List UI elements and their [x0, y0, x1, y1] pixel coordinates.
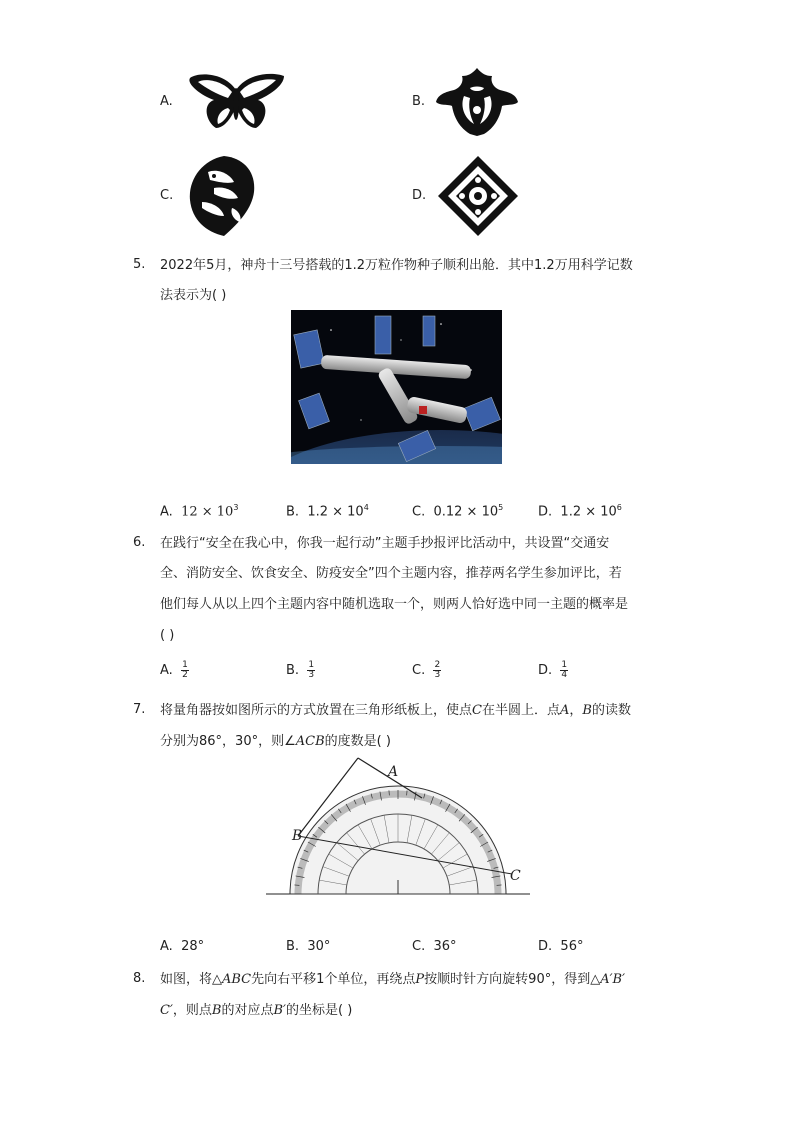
- question-5-option-c: C. $0.12 \times 10^5$: [412, 503, 504, 520]
- option-c-label: C.: [160, 188, 174, 203]
- question-5-number: 5.: [133, 257, 146, 272]
- question-7-option-d: D. 56°: [538, 939, 584, 954]
- question-8-line-2: C′，则点B的对应点B′的坐标是( ): [160, 1003, 353, 1018]
- question-5-option-a: A. $12 \times 10^3$: [160, 503, 239, 520]
- question-8-line-1: 如图，将△ABC先向右平移1个单位，再绕点P按顺时针方向旋转90°，得到△A′B′: [160, 972, 626, 987]
- question-6-option-a: A. $\frac{1}{2}$: [160, 660, 188, 680]
- point-c-label: C: [510, 868, 521, 884]
- question-5-option-b: B. $1.2 \times 10^4$: [286, 503, 369, 520]
- point-a-label: A: [388, 764, 399, 780]
- question-6-line-2: 全、消防安全、饮食安全、防疫安全”四个主题内容，推荐两名学生参加评比，若: [160, 566, 622, 581]
- fraction: $\frac{1}{4}$: [561, 660, 568, 680]
- question-7-number: 7.: [133, 702, 146, 717]
- question-6-line-4: ( ): [160, 628, 175, 643]
- fraction: $\frac{1}{2}$: [182, 660, 188, 680]
- question-7-line-1: 将量角器按如图所示的方式放置在三角形纸板上，使点C在半圆上．点A，B的读数: [160, 703, 631, 718]
- question-6-option-d: D. $\frac{1}{4}$: [538, 660, 568, 680]
- question-6-option-b: B. $\frac{1}{3}$: [286, 660, 315, 680]
- question-6-number: 6.: [133, 535, 146, 550]
- fish-pattern-icon: [184, 152, 262, 240]
- point-b-label: B: [292, 828, 303, 844]
- question-6-line-1: 在践行“安全在我心中，你我一起行动”主题手抄报评比活动中，共设置“交通安: [160, 536, 610, 551]
- fraction: $\frac{2}{3}$: [434, 660, 441, 680]
- protractor-figure: [262, 754, 534, 904]
- question-5-line-1: 2022年5月，神舟十三号搭载的1.2万粒作物种子顺利出舱．其中1.2万用科学记数: [160, 258, 633, 273]
- butterfly-pattern-icon: [184, 70, 288, 134]
- question-5-option-d: D. $1.2 \times 10^6$: [538, 503, 622, 520]
- question-5-line-2: 法表示为( ): [160, 288, 227, 303]
- question-7-option-c: C. 36°: [412, 939, 457, 954]
- question-7-option-b: B. 30°: [286, 939, 331, 954]
- option-a-label: A.: [160, 94, 173, 109]
- question-8-number: 8.: [133, 971, 146, 986]
- option-b-label: B.: [412, 94, 426, 109]
- question-6-line-3: 他们每人从以上四个主题内容中随机选取一个，则两人恰好选中同一主题的概率是: [160, 597, 629, 612]
- space-station-image: [291, 310, 502, 464]
- fraction: $\frac{1}{3}$: [308, 660, 315, 680]
- question-7-option-a: A. 28°: [160, 939, 205, 954]
- ornament-pattern-icon: [434, 66, 520, 138]
- option-d-label: D.: [412, 188, 427, 203]
- question-6-option-c: C. $\frac{2}{3}$: [412, 660, 441, 680]
- diamond-knot-pattern-icon: [436, 154, 520, 238]
- question-7-line-2: 分别为86°，30°，则∠ACB的度数是( ): [160, 734, 391, 749]
